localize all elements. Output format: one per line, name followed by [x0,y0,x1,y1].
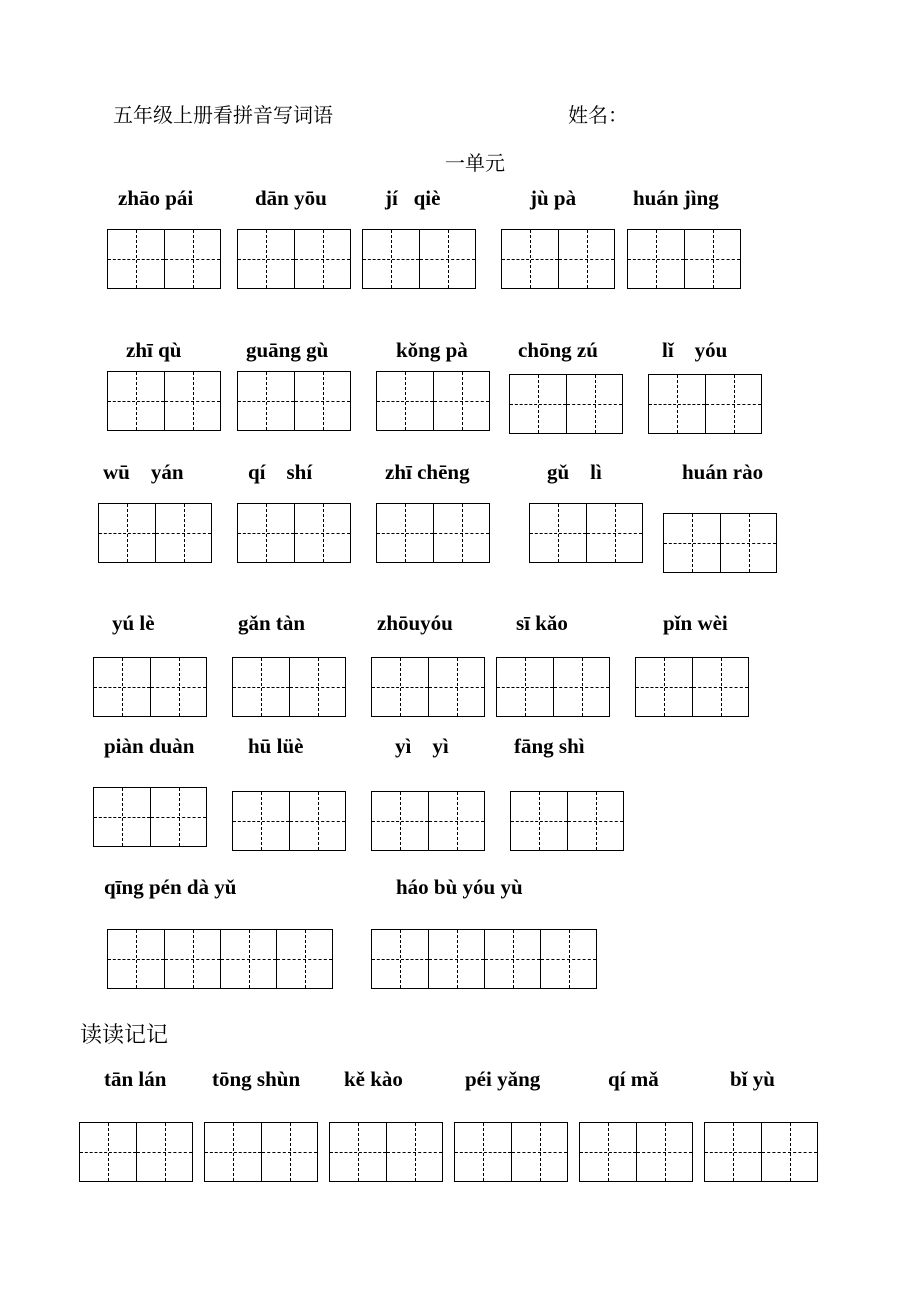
character-cell[interactable] [433,504,489,562]
writing-grid[interactable] [454,1122,568,1182]
character-cell[interactable] [580,1123,636,1181]
character-cell[interactable] [108,230,164,288]
pinyin-label: guāng gù [246,338,329,362]
character-cell[interactable] [94,658,150,716]
character-cell[interactable] [294,230,350,288]
pinyin-label: háo bù yóu yù [396,875,523,899]
unit-heading: 一单元 [445,151,505,175]
character-cell[interactable] [510,375,566,433]
character-cell[interactable] [705,1123,761,1181]
writing-grid[interactable] [371,791,485,851]
character-cell[interactable] [294,372,350,430]
character-cell[interactable] [636,1123,692,1181]
character-cell[interactable] [558,230,614,288]
character-cell[interactable] [567,792,623,850]
character-cell[interactable] [511,1123,567,1181]
character-cell[interactable] [164,930,220,988]
writing-grid[interactable] [376,503,490,563]
character-cell[interactable] [261,1123,317,1181]
character-cell[interactable] [455,1123,511,1181]
character-cell[interactable] [553,658,609,716]
pinyin-label: huán jìng [633,186,719,210]
character-cell[interactable] [276,930,332,988]
pinyin-label: kǒng pà [396,338,468,362]
pinyin-label: yì yì [395,734,449,758]
pinyin-label: péi yǎng [465,1067,541,1091]
character-cell[interactable] [761,1123,817,1181]
writing-grid[interactable] [93,657,207,717]
character-cell[interactable] [372,658,428,716]
pinyin-label: huán rào [682,460,764,484]
pinyin-label: dān yōu [255,186,327,210]
pinyin-label: qí shí [248,460,313,484]
pinyin-label: zhāo pái [118,186,194,210]
character-cell[interactable] [150,788,206,846]
writing-grid[interactable] [98,503,212,563]
writing-grid[interactable] [579,1122,693,1182]
character-cell[interactable] [220,930,276,988]
character-cell[interactable] [649,375,705,433]
writing-grid[interactable] [79,1122,193,1182]
pinyin-label: jí qiè [385,186,441,210]
writing-grid[interactable] [648,374,762,434]
writing-grid[interactable] [204,1122,318,1182]
character-cell[interactable] [511,792,567,850]
writing-grid[interactable] [376,371,490,431]
character-cell[interactable] [205,1123,261,1181]
character-cell[interactable] [377,504,433,562]
character-cell[interactable] [692,658,748,716]
pinyin-label: lǐ yóu [662,338,728,362]
pinyin-label: zhōuyóu [377,611,453,635]
character-cell[interactable] [586,504,642,562]
pinyin-label: qīng pén dà yǔ [104,875,237,899]
character-cell[interactable] [502,230,558,288]
section-read-and-remember: 读读记记 [80,1023,169,1048]
character-cell[interactable] [294,504,350,562]
pinyin-label: bǐ yù [730,1067,775,1091]
pinyin-label: gǎn tàn [238,611,306,635]
character-cell[interactable] [372,930,428,988]
character-cell[interactable] [428,658,484,716]
character-cell[interactable] [720,514,776,572]
character-cell[interactable] [419,230,475,288]
writing-grid[interactable] [329,1122,443,1182]
character-cell[interactable] [108,930,164,988]
writing-grid[interactable] [509,374,623,434]
pinyin-label: yú lè [112,611,155,635]
character-cell[interactable] [238,372,294,430]
character-cell[interactable] [684,230,740,288]
character-cell[interactable] [484,930,540,988]
character-cell[interactable] [233,658,289,716]
writing-grid[interactable] [237,503,351,563]
character-cell[interactable] [377,372,433,430]
character-cell[interactable] [136,1123,192,1181]
pinyin-label: tōng shùn [212,1067,301,1091]
character-cell[interactable] [80,1123,136,1181]
writing-grid[interactable] [93,787,207,847]
writing-grid[interactable] [237,371,351,431]
pinyin-label: zhī qù [126,338,182,362]
character-cell[interactable] [108,372,164,430]
writing-grid[interactable] [510,791,624,851]
character-cell[interactable] [233,792,289,850]
pinyin-label: jù pà [530,186,577,210]
character-cell[interactable] [94,788,150,846]
character-cell[interactable] [636,658,692,716]
writing-grid[interactable] [501,229,615,289]
writing-grid[interactable] [496,657,610,717]
writing-grid[interactable] [232,791,346,851]
character-cell[interactable] [433,372,489,430]
character-cell[interactable] [540,930,596,988]
character-cell[interactable] [99,504,155,562]
worksheet-title: 五年级上册看拼音写词语 [113,103,333,127]
character-cell[interactable] [530,504,586,562]
writing-grid[interactable] [237,229,351,289]
writing-grid[interactable] [704,1122,818,1182]
character-cell[interactable] [497,658,553,716]
pinyin-label: zhī chēng [385,460,470,484]
writing-grid[interactable] [107,371,221,431]
character-cell[interactable] [428,930,484,988]
pinyin-label: sī kǎo [516,611,568,635]
writing-grid[interactable] [663,513,777,573]
writing-grid[interactable] [635,657,749,717]
character-cell[interactable] [155,504,211,562]
character-cell[interactable] [705,375,761,433]
pinyin-label: gǔ lì [547,460,602,484]
writing-grid[interactable] [371,929,597,989]
character-cell[interactable] [150,658,206,716]
writing-grid[interactable] [627,229,741,289]
writing-grid[interactable] [107,929,333,989]
character-cell[interactable] [566,375,622,433]
writing-grid[interactable] [362,229,476,289]
pinyin-label: kě kào [344,1067,403,1091]
character-cell[interactable] [289,658,345,716]
pinyin-label: tān lán [104,1067,167,1091]
character-cell[interactable] [372,792,428,850]
pinyin-label: piàn duàn [104,734,195,758]
writing-grid[interactable] [107,229,221,289]
pinyin-label: hū lüè [248,734,304,758]
pinyin-label: chōng zú [518,338,598,362]
pinyin-label: pǐn wèi [663,611,728,635]
character-cell[interactable] [164,372,220,430]
writing-grid[interactable] [232,657,346,717]
character-cell[interactable] [664,514,720,572]
character-cell[interactable] [238,230,294,288]
character-cell[interactable] [428,792,484,850]
character-cell[interactable] [363,230,419,288]
pinyin-label: qí mǎ [608,1067,659,1091]
character-cell[interactable] [386,1123,442,1181]
writing-grid[interactable] [371,657,485,717]
name-label: 姓名： [568,103,628,127]
pinyin-label: wū yán [103,460,184,484]
character-cell[interactable] [289,792,345,850]
character-cell[interactable] [164,230,220,288]
character-cell[interactable] [628,230,684,288]
character-cell[interactable] [238,504,294,562]
character-cell[interactable] [330,1123,386,1181]
writing-grid[interactable] [529,503,643,563]
pinyin-label: fāng shì [514,734,585,758]
